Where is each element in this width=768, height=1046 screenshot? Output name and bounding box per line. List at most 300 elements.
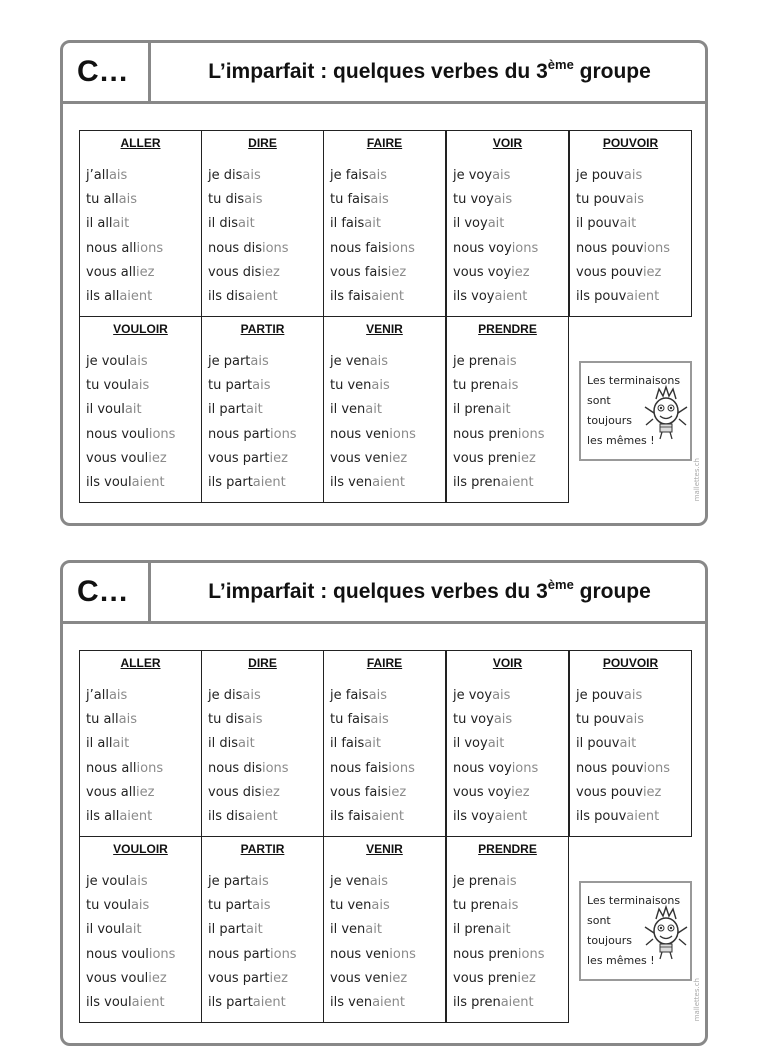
conjugation-ending: ais: [623, 688, 643, 703]
conjugation-list: [570, 164, 691, 309]
conjugation-ending: ais: [368, 168, 388, 183]
conjugation-stem: ils pouv: [576, 808, 627, 824]
conjugation-list: [202, 870, 323, 1015]
conjugation-ending: ais: [252, 898, 271, 914]
conjugation-list: [80, 870, 201, 1015]
card-title: L’imparfait : quelques verbes du 3ème groupe: [208, 577, 651, 603]
conjugation-stem: je pren: [453, 874, 499, 889]
verb-cell-voir: [446, 130, 569, 317]
conjugation-ending: aient: [131, 994, 165, 1010]
conjugation-list: [324, 164, 445, 309]
conjugation-line: [576, 732, 691, 756]
conjugation-stem: ils voul: [86, 994, 132, 1010]
conjugation-line: [86, 894, 201, 918]
conjugation-line: [453, 991, 568, 1015]
verb-heading: FAIRE: [366, 136, 403, 150]
conjugation-stem: il dis: [208, 736, 238, 752]
conjugation-stem: nous pren: [453, 426, 518, 442]
conjugation-ending: ais: [625, 712, 644, 728]
conjugation-ending: ais: [129, 874, 148, 889]
credit-text: mallettes.ch: [693, 457, 701, 501]
conjugation-line: [208, 943, 323, 967]
conjugation-ending: iez: [642, 784, 662, 800]
conjugation-stem: vous dis: [208, 784, 262, 800]
verb-heading: VENIR: [366, 322, 403, 336]
verb-heading: POUVOIR: [602, 136, 659, 150]
conjugation-ending: ais: [129, 354, 148, 369]
conjugation-stem: vous dis: [208, 264, 262, 280]
conjugation-ending: iez: [269, 970, 288, 986]
verb-cell-venir: [323, 836, 446, 1023]
verb-heading: VOULOIR: [113, 842, 168, 856]
conjugation-ending: aient: [131, 474, 165, 490]
conjugation-ending: ait: [487, 736, 505, 752]
conjugation-line: [330, 471, 445, 495]
conjugation-ending: iez: [148, 450, 167, 466]
conjugation-stem: ils fais: [330, 808, 372, 824]
conjugation-stem: je dis: [208, 688, 243, 703]
conjugation-ending: ait: [246, 402, 263, 418]
conjugation-line: [453, 757, 568, 781]
conjugation-line: [208, 423, 323, 447]
conjugation-ending: ait: [124, 402, 142, 418]
conjugation-ending: iez: [642, 264, 662, 280]
conjugation-stem: ils all: [86, 288, 120, 304]
conjugation-stem: tu voul: [86, 378, 131, 394]
conjugation-list: [202, 684, 323, 829]
conjugation-ending: ais: [500, 378, 519, 394]
conjugation-stem: tu part: [208, 378, 253, 394]
conjugation-line: [330, 261, 445, 285]
conjugation-ending: iez: [387, 784, 407, 800]
conjugation-line: [453, 967, 568, 991]
conjugation-line: [86, 423, 201, 447]
conjugation-line: [86, 285, 201, 309]
conjugation-ending: aient: [119, 808, 153, 824]
conjugation-ending: ais: [118, 192, 138, 208]
verb-cell-faire: [323, 130, 446, 317]
conjugation-stem: il part: [208, 922, 247, 938]
conjugation-ending: ais: [498, 354, 517, 369]
conjugation-ending: ais: [370, 712, 389, 728]
conjugation-line: [576, 757, 691, 781]
conjugation-line: [330, 285, 445, 309]
conjugation-line: [86, 918, 201, 942]
conjugation-ending: ions: [261, 760, 289, 776]
conjugation-line: [330, 732, 445, 756]
conjugation-ending: ais: [492, 168, 511, 183]
conjugation-line: [330, 943, 445, 967]
conjugation-ending: ions: [261, 240, 289, 256]
conjugation-line: [208, 781, 323, 805]
verb-cell-voir: [446, 650, 569, 837]
conjugation-ending: aient: [371, 808, 404, 824]
conjugation-line: [208, 918, 323, 942]
conjugation-stem: j’all: [86, 688, 109, 703]
conjugation-list: [447, 870, 568, 1015]
conjugation-ending: ions: [136, 240, 164, 256]
conjugation-ending: ions: [148, 946, 176, 962]
conjugation-ending: ait: [112, 736, 130, 752]
conjugation-stem: nous pren: [453, 946, 518, 962]
conjugation-stem: ils part: [208, 994, 253, 1010]
conjugation-ending: ais: [242, 688, 261, 703]
conjugation-ending: aient: [626, 808, 660, 824]
conjugation-ending: ais: [368, 688, 388, 703]
conjugation-stem: je ven: [330, 874, 370, 889]
conjugation-line: [86, 967, 201, 991]
conjugation-stem: tu pouv: [576, 192, 626, 208]
conjugation-line: [86, 870, 201, 894]
conjugation-stem: nous ven: [330, 426, 390, 442]
conjugation-list: [570, 684, 691, 829]
conjugation-stem: tu fais: [330, 192, 371, 208]
conjugation-stem: ils dis: [208, 808, 245, 824]
conjugation-stem: nous pouv: [576, 760, 644, 776]
conjugation-stem: je pren: [453, 354, 499, 369]
conjugation-ending: ais: [371, 378, 390, 394]
verb-heading: PRENDRE: [478, 842, 537, 856]
verb-grid: [79, 130, 693, 503]
conjugation-line: [208, 894, 323, 918]
conjugation-ending: ais: [370, 192, 389, 208]
conjugation-line: [576, 684, 691, 708]
conjugation-line: [330, 350, 445, 374]
conjugation-line: [86, 805, 201, 829]
conjugation-stem: ils all: [86, 808, 120, 824]
conjugation-ending: ions: [388, 240, 415, 256]
conjugation-ending: iez: [388, 970, 408, 986]
conjugation-ending: iez: [388, 450, 408, 466]
conjugation-list: [80, 684, 201, 829]
conjugation-ending: ions: [517, 426, 545, 442]
card-header: [63, 563, 705, 624]
conjugation-ending: ait: [365, 922, 382, 938]
conjugation-ending: ions: [511, 760, 539, 776]
conjugation-stem: je voul: [86, 874, 130, 889]
conjugation-line: [453, 261, 568, 285]
conjugation-stem: nous part: [208, 426, 270, 442]
conjugation-stem: il fais: [330, 736, 365, 752]
conjugation-line: [86, 781, 201, 805]
conjugation-line: [330, 967, 445, 991]
conjugation-ending: aient: [372, 994, 405, 1010]
conjugation-stem: il ven: [330, 402, 366, 418]
conjugation-line: [330, 212, 445, 236]
conjugation-ending: ait: [487, 216, 505, 232]
conjugation-card-2: [60, 560, 708, 1046]
conjugation-line: [208, 805, 323, 829]
conjugation-stem: vous part: [208, 450, 270, 466]
conjugation-card-1: [60, 40, 708, 526]
conjugation-line: [453, 918, 568, 942]
verb-cell-aller: [79, 650, 202, 837]
conjugation-ending: ions: [511, 240, 539, 256]
conjugation-line: [208, 285, 323, 309]
conjugation-ending: ait: [238, 736, 255, 752]
conjugation-line: [208, 350, 323, 374]
conjugation-stem: tu voy: [453, 192, 494, 208]
conjugation-stem: ils pren: [453, 474, 501, 490]
verb-cell-pouvoir: [569, 130, 692, 317]
conjugation-line: [208, 398, 323, 422]
conjugation-ending: ions: [136, 760, 164, 776]
conjugation-stem: nous voy: [453, 760, 512, 776]
conjugation-stem: vous voul: [86, 970, 149, 986]
conjugation-line: [208, 870, 323, 894]
conjugation-ending: ait: [365, 402, 382, 418]
conjugation-list: [80, 164, 201, 309]
verb-cell-dire: [201, 650, 324, 837]
conjugation-line: [86, 261, 201, 285]
conjugation-line: [453, 398, 568, 422]
conjugation-stem: tu pren: [453, 378, 501, 394]
conjugation-ending: aient: [119, 288, 153, 304]
conjugation-line: [576, 237, 691, 261]
conjugation-line: [208, 188, 323, 212]
conjugation-line: [330, 870, 445, 894]
conjugation-line: [208, 967, 323, 991]
conjugation-ending: ais: [250, 354, 269, 369]
conjugation-stem: vous all: [86, 784, 136, 800]
conjugation-line: [453, 164, 568, 188]
conjugation-line: [86, 708, 201, 732]
conjugation-line: [576, 805, 691, 829]
verb-cell-dire: [201, 130, 324, 317]
conjugation-ending: ais: [252, 378, 271, 394]
conjugation-list: [324, 870, 445, 1015]
conjugation-stem: il all: [86, 216, 113, 232]
conjugation-list: [447, 164, 568, 309]
note-box: [579, 361, 692, 461]
conjugation-line: [453, 894, 568, 918]
verb-heading: VOIR: [492, 656, 523, 670]
verb-cell-vouloir: [79, 836, 202, 1023]
conjugation-ending: ais: [108, 688, 128, 703]
conjugation-stem: il pouv: [576, 736, 620, 752]
verb-cell-prendre: [446, 316, 569, 503]
conjugation-ending: ais: [108, 168, 128, 183]
conjugation-line: [453, 212, 568, 236]
conjugation-ending: iez: [517, 970, 536, 986]
conjugation-stem: ils ven: [330, 474, 373, 490]
conjugation-line: [86, 757, 201, 781]
conjugation-stem: il voul: [86, 922, 125, 938]
conjugation-stem: tu ven: [330, 898, 372, 914]
conjugation-list: [447, 350, 568, 495]
verb-heading: PRENDRE: [478, 322, 537, 336]
verb-cell-partir: [201, 316, 324, 503]
conjugation-stem: tu pren: [453, 898, 501, 914]
conjugation-stem: je fais: [330, 168, 369, 183]
conjugation-line: [330, 894, 445, 918]
conjugation-stem: vous fais: [330, 264, 388, 280]
conjugation-line: [453, 684, 568, 708]
conjugation-stem: je part: [208, 354, 251, 369]
conjugation-stem: il part: [208, 402, 247, 418]
conjugation-line: [86, 732, 201, 756]
conjugation-ending: ions: [270, 946, 297, 962]
conjugation-ending: aient: [500, 994, 534, 1010]
conjugation-stem: je ven: [330, 354, 370, 369]
lightbulb-mascot-icon: [642, 385, 690, 441]
conjugation-ending: iez: [135, 784, 155, 800]
verb-cell-venir: [323, 316, 446, 503]
conjugation-stem: nous ven: [330, 946, 390, 962]
verb-cell-pouvoir: [569, 650, 692, 837]
verb-cell-vouloir: [79, 316, 202, 503]
conjugation-line: [330, 991, 445, 1015]
conjugation-list: [324, 350, 445, 495]
conjugation-stem: nous fais: [330, 760, 389, 776]
verb-heading: FAIRE: [366, 656, 403, 670]
conjugation-stem: il voy: [453, 736, 488, 752]
conjugation-line: [208, 991, 323, 1015]
conjugation-line: [330, 374, 445, 398]
conjugation-stem: vous ven: [330, 450, 389, 466]
conjugation-list: [80, 350, 201, 495]
conjugation-ending: ais: [493, 192, 513, 208]
note-text: Les terminaisons sont toujours les mêmes !: [587, 894, 681, 967]
conjugation-stem: vous voy: [453, 784, 512, 800]
conjugation-line: [576, 188, 691, 212]
verb-heading: VENIR: [366, 842, 403, 856]
conjugation-list: [202, 164, 323, 309]
conjugation-line: [453, 374, 568, 398]
conjugation-line: [453, 188, 568, 212]
conjugation-stem: je pouv: [576, 168, 624, 183]
conjugation-line: [208, 447, 323, 471]
conjugation-stem: vous voy: [453, 264, 512, 280]
conjugation-stem: il fais: [330, 216, 365, 232]
verb-heading: ALLER: [120, 656, 161, 670]
conjugation-line: [208, 684, 323, 708]
conjugation-stem: nous part: [208, 946, 270, 962]
conjugation-line: [576, 708, 691, 732]
conjugation-stem: tu ven: [330, 378, 372, 394]
conjugation-stem: nous all: [86, 760, 137, 776]
conjugation-stem: il all: [86, 736, 113, 752]
note-box: [579, 881, 692, 981]
conjugation-ending: ions: [517, 946, 545, 962]
conjugation-stem: ils ven: [330, 994, 373, 1010]
conjugation-stem: tu all: [86, 712, 119, 728]
conjugation-ending: ais: [244, 712, 263, 728]
conjugation-stem: il pren: [453, 922, 494, 938]
conjugation-line: [330, 164, 445, 188]
conjugation-line: [208, 237, 323, 261]
conjugation-ending: ait: [493, 402, 511, 418]
conjugation-stem: ils pouv: [576, 288, 627, 304]
conjugation-line: [86, 188, 201, 212]
card-code: C…: [63, 43, 151, 101]
conjugation-line: [208, 212, 323, 236]
conjugation-stem: vous part: [208, 970, 270, 986]
conjugation-ending: aient: [252, 474, 286, 490]
conjugation-stem: nous dis: [208, 240, 262, 256]
conjugation-stem: nous fais: [330, 240, 389, 256]
conjugation-stem: tu pouv: [576, 712, 626, 728]
conjugation-stem: tu all: [86, 192, 119, 208]
conjugation-line: [86, 684, 201, 708]
conjugation-stem: je voy: [453, 688, 493, 703]
conjugation-stem: vous fais: [330, 784, 388, 800]
conjugation-stem: nous dis: [208, 760, 262, 776]
conjugation-ending: ais: [623, 168, 643, 183]
conjugation-line: [330, 918, 445, 942]
conjugation-ending: ions: [148, 426, 176, 442]
conjugation-stem: j’all: [86, 168, 109, 183]
conjugation-line: [576, 285, 691, 309]
verb-heading: VOIR: [492, 136, 523, 150]
conjugation-ending: ais: [493, 712, 513, 728]
conjugation-line: [453, 471, 568, 495]
conjugation-line: [208, 374, 323, 398]
conjugation-ending: ais: [130, 378, 150, 394]
conjugation-stem: ils voy: [453, 808, 495, 824]
conjugation-line: [330, 708, 445, 732]
conjugation-stem: ils voul: [86, 474, 132, 490]
verb-heading: DIRE: [248, 656, 277, 670]
conjugation-line: [453, 285, 568, 309]
conjugation-stem: vous voul: [86, 450, 149, 466]
conjugation-line: [453, 870, 568, 894]
conjugation-stem: je part: [208, 874, 251, 889]
conjugation-ending: aient: [494, 288, 528, 304]
conjugation-stem: je voy: [453, 168, 493, 183]
conjugation-ending: aient: [372, 474, 405, 490]
conjugation-line: [86, 237, 201, 261]
verb-cell-partir: [201, 836, 324, 1023]
card-title: L’imparfait : quelques verbes du 3ème groupe: [208, 57, 651, 83]
conjugation-line: [86, 943, 201, 967]
verb-cell-faire: [323, 650, 446, 837]
conjugation-ending: ait: [238, 216, 255, 232]
conjugation-ending: ais: [498, 874, 517, 889]
conjugation-ending: aient: [244, 288, 278, 304]
conjugation-ending: ions: [643, 760, 671, 776]
conjugation-line: [208, 732, 323, 756]
conjugation-stem: il dis: [208, 216, 238, 232]
conjugation-ending: ions: [270, 426, 297, 442]
note-text: Les terminaisons sont toujours les mêmes !: [587, 374, 681, 447]
conjugation-stem: nous voul: [86, 426, 149, 442]
conjugation-stem: il voul: [86, 402, 125, 418]
conjugation-ending: iez: [387, 264, 407, 280]
conjugation-ending: iez: [511, 784, 530, 800]
lightbulb-mascot-icon: [642, 905, 690, 961]
conjugation-ending: ait: [124, 922, 142, 938]
conjugation-ending: aient: [244, 808, 278, 824]
conjugation-ending: aient: [252, 994, 286, 1010]
conjugation-stem: vous ven: [330, 970, 389, 986]
conjugation-stem: il ven: [330, 922, 366, 938]
conjugation-stem: ils dis: [208, 288, 245, 304]
conjugation-line: [453, 423, 568, 447]
conjugation-line: [453, 237, 568, 261]
conjugation-line: [330, 781, 445, 805]
conjugation-ending: ais: [250, 874, 269, 889]
conjugation-ending: iez: [511, 264, 530, 280]
conjugation-line: [453, 781, 568, 805]
conjugation-line: [330, 188, 445, 212]
conjugation-ending: ais: [242, 168, 261, 183]
conjugation-ending: ais: [625, 192, 644, 208]
conjugation-stem: vous pren: [453, 970, 518, 986]
conjugation-ending: ait: [364, 216, 381, 232]
conjugation-line: [330, 398, 445, 422]
card-code: C…: [63, 563, 151, 621]
